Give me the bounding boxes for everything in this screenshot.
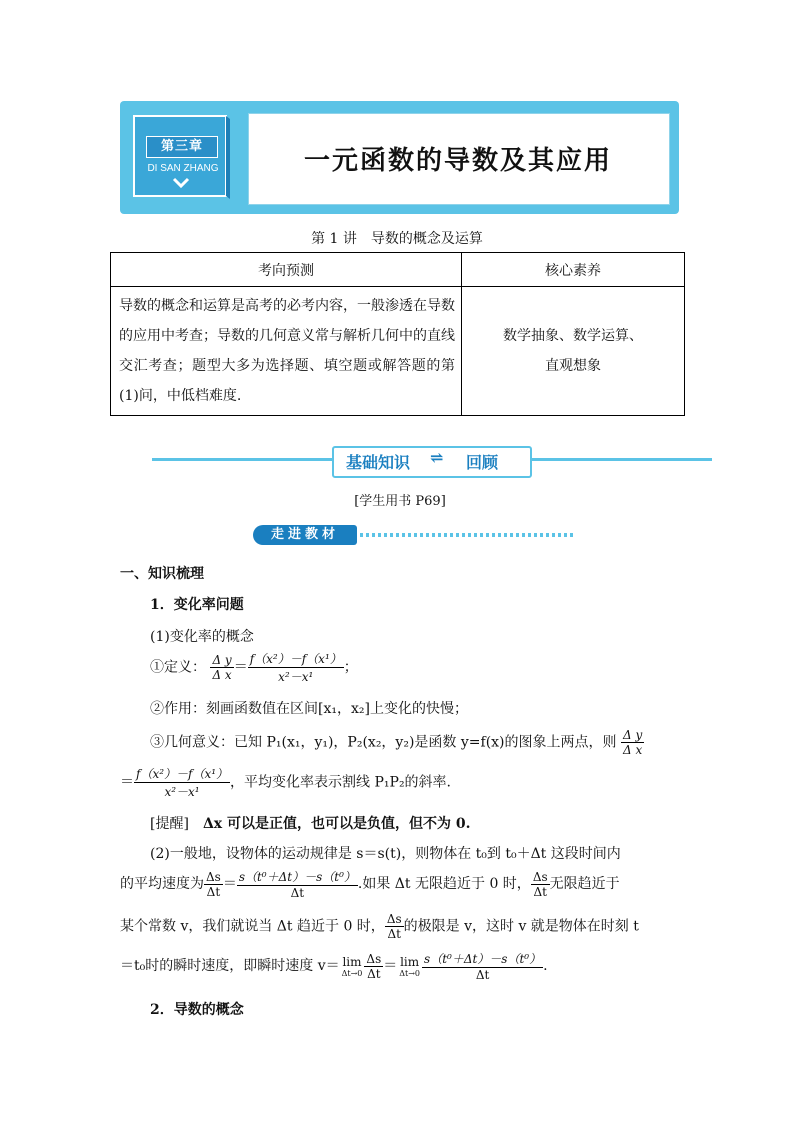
paragraph-2b-pre: 的平均速度为 [120, 876, 204, 892]
chevron-down-icon [171, 176, 191, 190]
sub-section-dotted-rule [360, 533, 574, 537]
role-line: ②作用：刻画函数值在区间[x₁，x₂]上变化的快慢； [150, 701, 468, 717]
heading-derivative-concept [150, 999, 244, 1019]
chapter-badge: 第三章 [146, 136, 218, 158]
limit-1-text: lim [342, 954, 362, 969]
table-header-forecast: 考向预测 [111, 253, 462, 287]
instant-velocity-quotient: $\frac{\text{s（t⁰＋Δt）－s（t⁰）}}{\Delta t}$ [424, 952, 542, 982]
section-rule-left [152, 458, 332, 461]
heading-rate-of-change [150, 594, 244, 614]
table-header-literacy: 核心素养 [462, 253, 685, 287]
delta-s-over-delta-t-4: $\frac{\Delta s}{\Delta t}$ [366, 951, 382, 981]
delta-s-over-delta-t: $\frac{\Delta s}{\Delta t}$ [206, 869, 221, 899]
limit-2 [397, 955, 422, 978]
definition-label: ①定义： [150, 659, 206, 676]
difference-quotient: $\frac{\text{f（x²）－f（x¹）}}{\text{x²－x¹}}$ [249, 652, 342, 684]
forecast-cell: 导数的概念和运算是高考的必考内容，一般渗透在导数的应用中考查；导数的几何意义常与解析几何中的直线交汇考查；题型大多为选择题、填空题或解答题的第(1)问，中低档难度. [111, 287, 462, 416]
chapter-pinyin: DI SAN ZHANG [147, 163, 219, 174]
exchange-arrow-icon: ⇌ [430, 448, 444, 467]
paragraph-2d-pre: ＝t₀时的瞬时速度，即瞬时速度 v＝ [120, 958, 340, 974]
avg-velocity-quotient: $\frac{\text{s（t⁰＋Δt）－s（t⁰）}}{\Delta t}$ [238, 870, 356, 900]
paragraph-2b-tail: 无限趋近于 [549, 876, 620, 892]
paragraph-2c-pre: 某个常数 v，我们就说当 Δt 趋近于 0 时， [120, 918, 385, 935]
paragraph-2a: (2)一般地，设物体的运动规律是 s＝s(t)，则物体在 t₀到 t₀＋Δt 这段时间内 [150, 846, 621, 862]
delta-s-over-delta-t-3: $\frac{\Delta s}{\Delta t}$ [386, 912, 402, 941]
geometric-meaning-line-2: ＝ $\frac{\text{f（x²）－f（x¹）}}{\text{x²－x¹}}$ ，平均变化率表示割线 P₁P₂的斜率. [120, 767, 452, 799]
section-label-right: 回顾 [466, 453, 499, 472]
limit-2-text: lim [400, 954, 420, 969]
literacy-line-1: 数学抽象、数学运算、 [503, 328, 643, 344]
student-book-ref: [学生用书 P69] [354, 494, 446, 509]
reminder-text: Δx 可以是正值，也可以是负值，但不为 0. [202, 816, 471, 832]
paragraph-2d: ＝t₀时的瞬时速度，即瞬时速度 v＝ lim Δt→0 $\frac{\Delta s}{\Delta t}$ ＝ lim Δt→0 $\frac{\text{s（t⁰＋Δt）－s（t⁰）}}{\Delta t}$ . [120, 951, 548, 982]
sub-section-tag: 走进教材 [253, 525, 357, 545]
limit-1 [340, 955, 365, 978]
geometric-meaning-text-2: ，平均变化率表示割线 P₁P₂的斜率. [230, 774, 452, 791]
reminder-line [150, 813, 471, 833]
heading-derivative-text: 2．导数的概念 [150, 1002, 244, 1018]
section-rule-right [530, 458, 712, 461]
delta-s-over-delta-t-2: $\frac{\Delta s}{\Delta t}$ [532, 869, 548, 899]
limit-2-sub: Δt→0 [399, 968, 421, 978]
overview-table [110, 252, 685, 416]
geometric-meaning-text: ③几何意义：已知 P₁(x₁，y₁)，P₂(x₂，y₂)是函数 y=f(x)的图象上两点，则 [150, 734, 617, 751]
heading-rate-text: 1．变化率问题 [150, 597, 244, 613]
reminder-label: [提醒] [150, 816, 189, 832]
definition-line: ①定义： $\frac{\text{Δ y}}{\text{Δ x}}$ ＝ $\frac{\text{f（x²）－f（x¹）}}{\text{x²－x¹}}$ ； [150, 652, 358, 684]
paragraph-2c [120, 912, 639, 941]
lecture-title: 第 1 讲 导数的概念及运算 [311, 231, 483, 247]
literacy-line-2: 直观想象 [545, 358, 601, 374]
paragraph-2c-post: 的极限是 v，这时 v 就是物体在时刻 t [403, 918, 639, 935]
delta-y-over-delta-x-2: $\frac{\text{Δ y}}{\text{Δ x}}$ [622, 728, 643, 757]
literacy-cell [462, 287, 685, 416]
geometric-meaning-line [150, 728, 644, 757]
paragraph-2b: 的平均速度为 $\frac{\Delta s}{\Delta t}$ ＝ $\frac{\text{s（t⁰＋Δt）－s（t⁰）}}{\Delta t}$ .如果 Δt 无限趋近于 0 时， $\frac{\Delta s}{\Delta t}$ 无限趋近于 [120, 869, 620, 900]
section-label-left: 基础知识 [346, 453, 411, 472]
delta-y-over-delta-x: $\frac{\text{Δ y}}{\text{Δ x}}$ [212, 653, 232, 682]
limit-1-sub: Δt→0 [341, 968, 363, 978]
heading-knowledge: 一、知识梳理 [120, 566, 204, 582]
paragraph-2b-post: .如果 Δt 无限趋近于 0 时， [357, 876, 531, 892]
difference-quotient-2: $\frac{\text{f（x²）－f（x¹）}}{\text{x²－x¹}}$ [136, 767, 229, 799]
chapter-title: 一元函数的导数及其应用 [303, 146, 612, 176]
paragraph-concept: (1)变化率的概念 [150, 629, 254, 645]
